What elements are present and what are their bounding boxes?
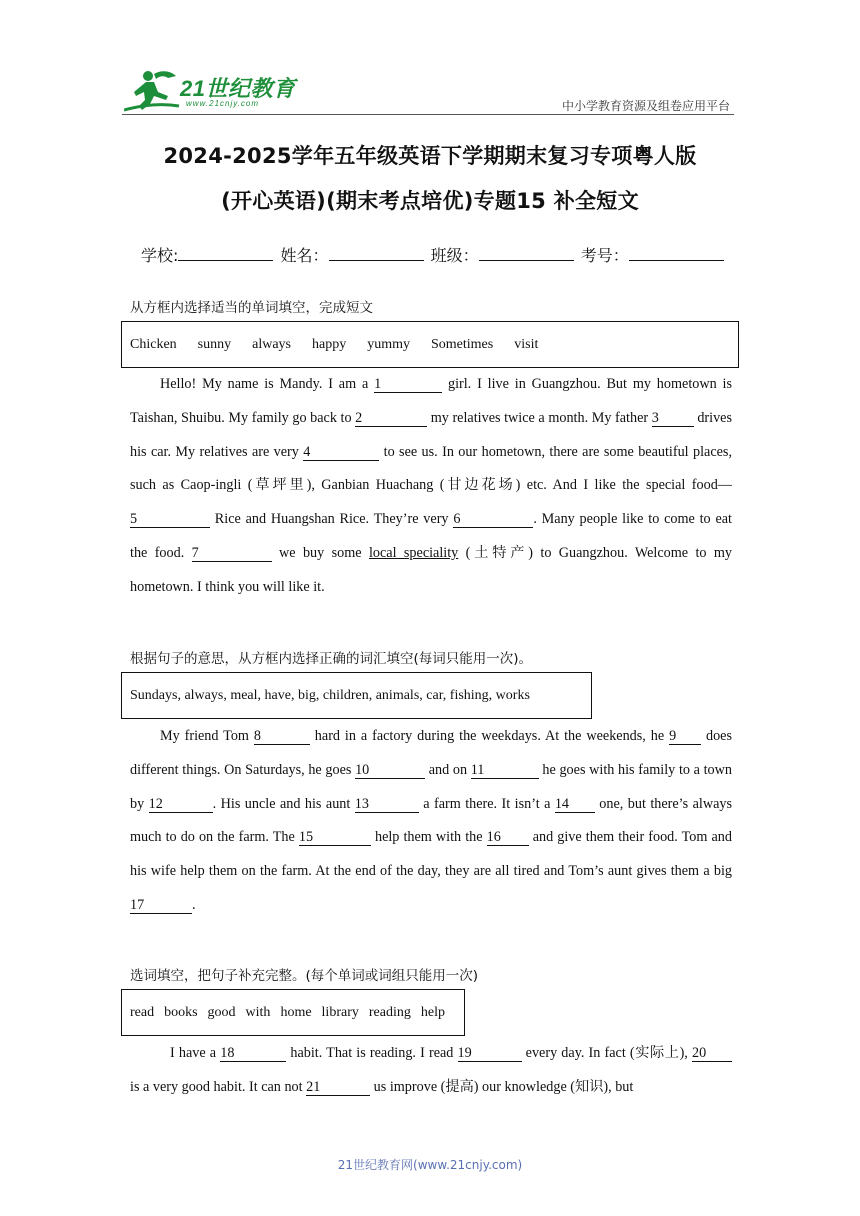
passage-text: and on <box>425 761 471 778</box>
name-label: 姓名： <box>280 246 329 265</box>
passage-text: we buy some <box>271 544 369 561</box>
section2-instruction: 根据句子的意思，从方框内选择正确的词汇填空(每词只能用一次)。 <box>130 651 533 667</box>
blank-7[interactable]: 7 <box>192 545 272 562</box>
passage-text: hard in a factory during the weekdays. At the weekends, he <box>309 728 670 744</box>
passage-text: help them with the <box>370 829 487 846</box>
blank-12[interactable]: 12 <box>149 796 213 813</box>
section2-word-box <box>121 672 592 719</box>
school-blank[interactable] <box>178 246 273 261</box>
passage-text: us improve (提高) our knowledge (知识), but <box>370 1078 634 1095</box>
section1-word-box <box>121 321 739 368</box>
blank-17[interactable]: 17 <box>130 897 192 914</box>
blank-19[interactable]: 19 <box>458 1045 522 1062</box>
passage-text: does different things. On Saturdays, he goes <box>130 728 732 778</box>
blank-15[interactable]: 15 <box>299 829 371 846</box>
school-label: 学校: <box>141 246 179 265</box>
passage-text: I have a <box>170 1045 221 1061</box>
passage-text: he goes with his family to a town by <box>130 761 732 812</box>
word-option: always <box>252 336 291 352</box>
word-option: books <box>164 1004 198 1020</box>
passage-text: My friend Tom <box>160 728 254 744</box>
word-option: Sometimes <box>431 336 494 352</box>
number-label: 考号： <box>580 246 629 265</box>
number-blank[interactable] <box>629 246 724 261</box>
word-option: read <box>130 1004 155 1020</box>
blank-1[interactable]: 1 <box>374 376 442 393</box>
passage-text: . His uncle and his aunt <box>212 795 355 812</box>
blank-10[interactable]: 10 <box>355 762 425 779</box>
blank-20[interactable]: 20 <box>692 1045 732 1062</box>
word-option: sunny <box>197 336 232 352</box>
word-option: visit <box>514 336 539 352</box>
page-footer: 21世纪教育网(www.21cnjy.com) <box>337 1158 523 1172</box>
passage-text: . <box>192 896 196 913</box>
blank-6[interactable]: 6 <box>453 511 533 528</box>
section3-instruction: 选词填空，把句子补充完整。(每个单词或词组只能用一次) <box>130 968 479 984</box>
section2-passage <box>130 720 732 923</box>
student-info-row <box>141 243 726 266</box>
passage-text: Rice and Huangshan Rice. They’re very <box>210 511 454 528</box>
passage-text: my relatives twice a month. My father <box>427 409 652 426</box>
blank-9[interactable]: 9 <box>669 728 701 745</box>
passage-text: drives his car. My relatives are very <box>130 409 732 460</box>
passage-text: . Many people like to come to eat the food. <box>130 511 732 561</box>
blank-18[interactable]: 18 <box>220 1045 286 1062</box>
section3-word-box <box>121 989 465 1036</box>
passage-text: one, but there’s always much to do on the farm. The <box>130 795 732 846</box>
passage-text: a farm there. It isn’t a <box>418 795 555 812</box>
section3-passage <box>130 1037 732 1105</box>
blank-5[interactable]: 5 <box>130 511 210 528</box>
underlined-term: local speciality <box>368 544 459 561</box>
blank-4[interactable]: 4 <box>303 444 379 461</box>
class-blank[interactable] <box>479 246 574 261</box>
blank-21[interactable]: 21 <box>306 1079 370 1096</box>
blank-3[interactable]: 3 <box>652 410 694 427</box>
blank-8[interactable]: 8 <box>254 728 310 745</box>
word-option: home <box>280 1004 312 1020</box>
page-header <box>0 0 860 120</box>
section1-instruction: 从方框内选择适当的单词填空，完成短文 <box>130 300 373 316</box>
word-option: good <box>207 1004 236 1020</box>
word-options: Sundays, always, meal, have, big, children, animals, car, fishing, works <box>130 687 530 703</box>
word-option: help <box>420 1004 445 1020</box>
word-option: Chicken <box>130 336 177 352</box>
passage-text: and give them their food. Tom and his wife help them on the farm. At the end of the day, they are all tired and Tom’s aunt gives them a big <box>130 829 732 880</box>
logo-text: 21世纪教育 <box>180 76 296 101</box>
word-option: reading <box>368 1004 411 1020</box>
logo-url: www.21cnjy.com <box>186 99 259 108</box>
page-title-line-1: 2024-2025学年五年级英语下学期期末复习专项粤人版 <box>163 144 697 168</box>
platform-name: 中小学教育资源及组卷应用平台 <box>561 99 730 113</box>
passage-text: to see us. In our hometown, there are some beautiful places, such as Caop-ingli (草坪里), Ganbian Huachang (甘边花场) etc. And I like the special food— <box>130 443 733 494</box>
word-option: yummy <box>367 336 410 352</box>
header-divider <box>122 114 734 115</box>
passage-text: is a very good habit. It can not <box>130 1078 307 1095</box>
blank-14[interactable]: 14 <box>555 796 595 813</box>
word-option: library <box>321 1004 359 1020</box>
passage-text: Hello! My name is Mandy. I am a <box>160 376 375 392</box>
class-label: 班级： <box>430 246 479 265</box>
blank-2[interactable]: 2 <box>355 410 427 427</box>
word-option: happy <box>312 336 347 352</box>
blank-11[interactable]: 11 <box>471 762 539 779</box>
passage-text: every day. In fact (实际上), <box>521 1045 692 1061</box>
section1-passage <box>130 368 732 605</box>
page-title-line-2: (开心英语)(期末考点培优)专题15 补全短文 <box>221 189 639 213</box>
blank-13[interactable]: 13 <box>355 796 419 813</box>
word-option: with <box>245 1004 271 1020</box>
name-blank[interactable] <box>329 246 424 261</box>
passage-text: (土特产) to Guangzhou. Welcome to my hometown. I think you will like it. <box>130 544 733 595</box>
passage-text: habit. That is reading. I read <box>286 1045 458 1061</box>
passage-text: girl. I live in Guangzhou. But my hometown is Taishan, Shuibu. My family go back to <box>130 376 733 426</box>
blank-16[interactable]: 16 <box>487 829 529 846</box>
